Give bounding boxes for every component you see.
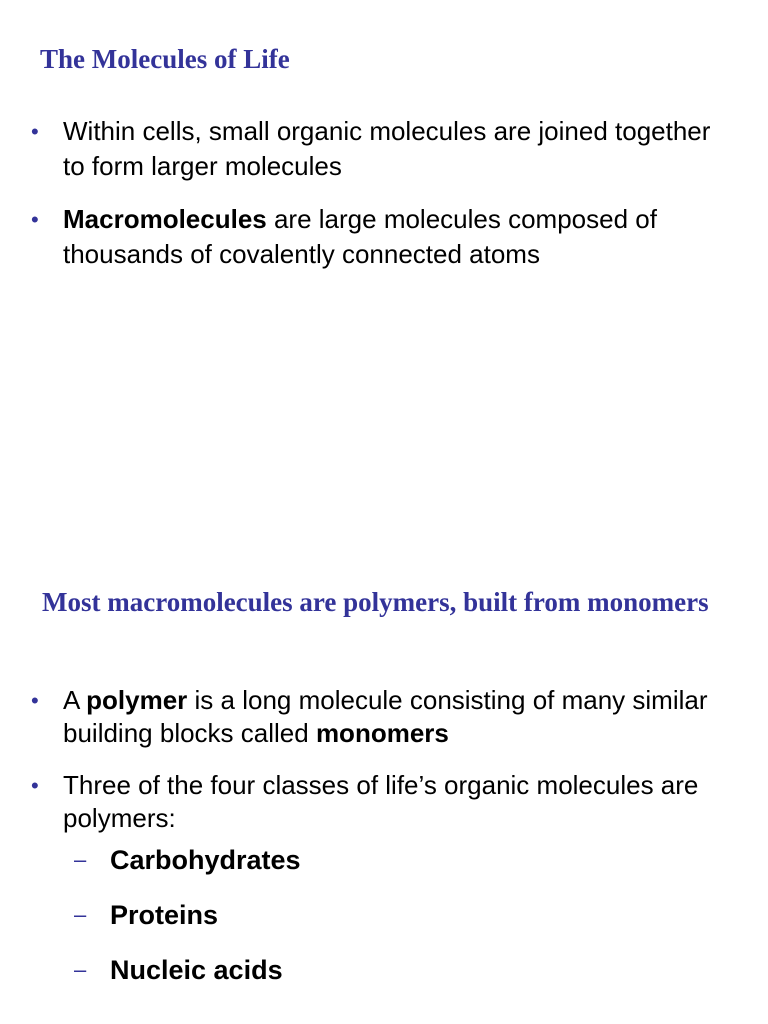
dash-icon: – <box>74 957 87 982</box>
bullet-text: A <box>63 685 87 715</box>
term-polymer: polymer <box>86 685 188 715</box>
bullet-text: is a long molecule consisting of many similar building blocks called <box>63 685 708 748</box>
sub-bullet-list <box>0 842 768 1007</box>
dash-icon: – <box>74 847 87 872</box>
bullet-text: are large molecules composed of thousands of covalently connected atoms <box>63 204 657 269</box>
bullet-item <box>0 202 768 272</box>
sub-bullet-item <box>0 952 768 988</box>
bullet-icon: • <box>31 119 39 144</box>
bullet-text: Within cells, small organic molecules are joined together to form larger molecules <box>63 116 711 181</box>
bullet-text: Three of the four classes of life’s organic molecules are polymers: <box>63 770 699 833</box>
bullet-list <box>0 684 768 854</box>
sub-bullet-text: Proteins <box>110 900 219 930</box>
bullet-item <box>0 769 768 835</box>
sub-bullet-item <box>0 897 768 933</box>
bullet-icon: • <box>31 688 39 713</box>
sub-bullet-text: Carbohydrates <box>110 845 301 875</box>
bullet-item <box>0 114 768 184</box>
dash-icon: – <box>74 902 87 927</box>
bullet-icon: • <box>31 207 39 232</box>
bullet-item <box>0 684 768 750</box>
slide-title: The Molecules of Life <box>40 44 290 74</box>
slide-title: Most macromolecules are polymers, built from monomers <box>42 587 709 617</box>
bullet-list <box>0 114 768 290</box>
term-macromolecules: Macromolecules <box>63 204 267 234</box>
bullet-icon: • <box>31 773 39 798</box>
term-monomers: monomers <box>315 718 449 748</box>
sub-bullet-text: Nucleic acids <box>110 955 283 985</box>
sub-bullet-item <box>0 842 768 878</box>
